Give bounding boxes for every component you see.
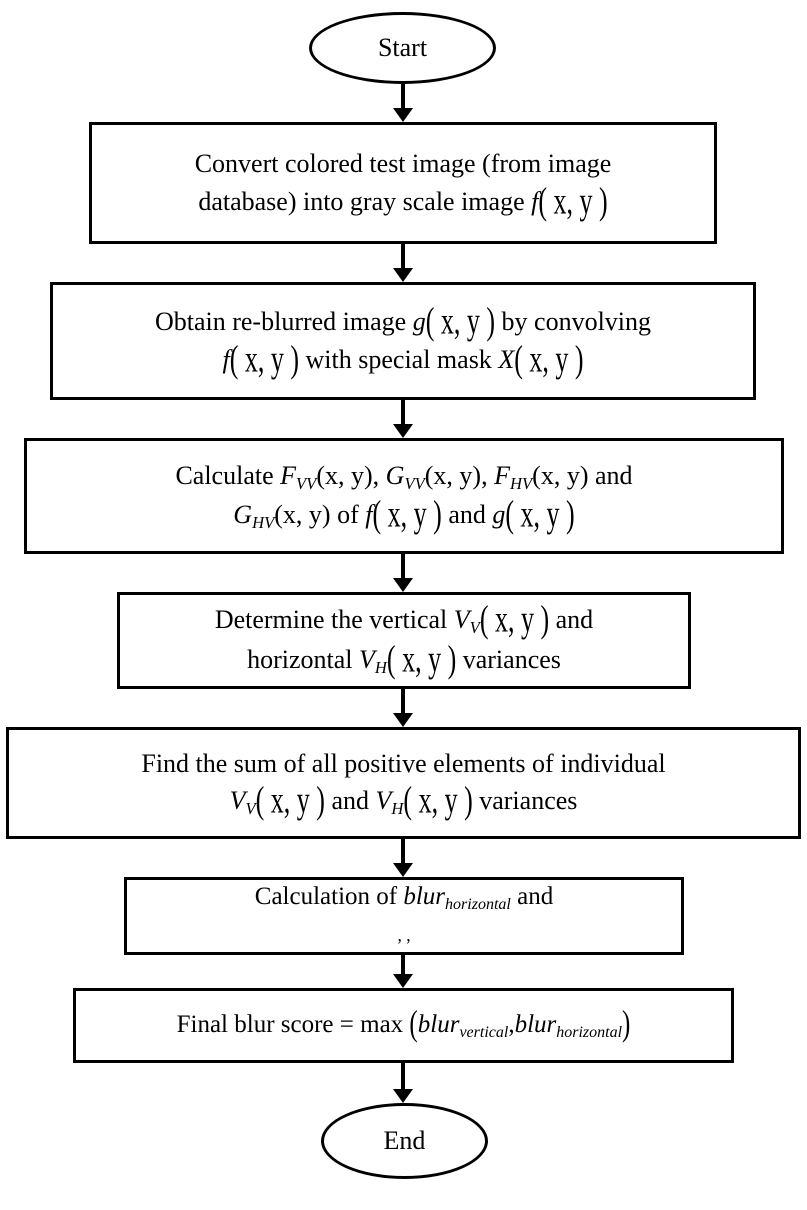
sub-V: V [469,618,480,638]
edge-step4-to-step5 [401,689,405,727]
node-calculate-blur-components [124,877,684,955]
args-xy-2: ( x, y ) [386,637,457,680]
var-G: G [385,460,405,490]
args-xy-6: ( x, y ) [505,493,575,536]
args-xy-3: ( x, y ) [514,338,584,381]
var-V: V [453,605,470,635]
sub-V: V [245,799,256,819]
line-2-marks: , , [397,925,411,946]
var-f: f [222,345,230,374]
sep-comma: , [508,1011,515,1038]
var-F-2: F [494,460,510,490]
line-1: Convert colored test image (from image [194,149,612,179]
var-blur-vertical: blur [417,1011,460,1038]
line-1: Find the sum of all positive elements of individual [141,748,666,778]
line-1-text: Calculation of [254,883,398,911]
node-start-label: Start [377,33,428,63]
sub-HV-2: HV [252,512,275,532]
node-calculate-matrices [24,438,784,554]
line-1-text-2: by convolving [501,307,652,337]
sub-HV: HV [509,473,533,493]
line-1-text: Obtain re-blurred image [154,307,407,337]
node-determine-variances [117,592,691,689]
sub-VV: VV [296,473,317,493]
sub-horizontal: horizontal [445,896,511,914]
line-2-variances: variances [462,644,561,674]
line-1-and: and [594,460,633,490]
node-start [309,12,496,84]
edge-step6-to-step7 [401,955,405,988]
edge-step1-to-step2 [401,244,405,282]
node-sum-positive-elements-label [9,745,798,822]
node-end-label: End [383,1126,426,1156]
node-reblur-image [50,282,756,400]
args-xy-2: ( x, y ) [229,338,300,381]
node-calculate-matrices-label [27,457,781,535]
var-F: F [280,460,297,490]
sub-vertical: vertical [459,1023,509,1041]
args-xy: ( x, y ) [538,180,608,223]
args-xy-3: (x, y) [532,460,589,490]
var-V-2: V [359,644,375,674]
var-g: g [412,307,426,337]
line-1-text: Determine the vertical [214,605,448,635]
var-f: f [365,500,373,529]
line-1-text: Final blur score = max [176,1011,404,1038]
edge-step2-to-step3 [401,400,405,438]
args-xy: ( x, y ) [479,598,550,641]
edge-step7-to-end [401,1063,405,1103]
sub-VV-2: VV [404,473,425,493]
var-blur-horizontal: blur [514,1011,557,1038]
node-reblur-image-label [53,300,753,381]
args-xy-2: (x, y) [424,460,482,490]
line-2-variances: variances [479,786,578,816]
line-2-text: database) into gray scale image [198,187,525,216]
var-G-2: G [233,500,253,529]
line-2-and: and [331,786,369,816]
edge-step5-to-step6 [401,839,405,877]
line-2-text: with special mask [305,345,492,374]
args-xy: ( x, y ) [255,779,325,822]
line-1-text: Calculate [175,460,274,490]
node-sum-positive-elements [6,727,801,839]
sub-H: H [374,657,387,677]
edge-start-to-step1 [401,84,405,122]
line-1-and: and [555,605,594,635]
sep-2: , [481,460,488,490]
sub-H: H [391,799,404,819]
var-blur: blur [403,883,446,911]
var-X: X [498,345,515,374]
args-xy-2: ( x, y ) [403,779,473,822]
var-V: V [229,786,246,816]
args-xy-4: (x, y) [274,500,331,529]
sub-horizontal: horizontal [556,1023,623,1041]
node-final-blur-score-label [76,1004,731,1044]
edge-step3-to-step4 [401,554,405,592]
args-xy: ( x, y ) [425,300,496,343]
line-2-and: and [448,500,486,529]
node-determine-variances-label [120,598,688,680]
var-g: g [492,500,506,529]
args-xy-5: ( x, y ) [372,493,442,536]
line-1-and: and [517,883,554,911]
var-V-2: V [375,786,392,816]
node-calculate-blur-components-label [127,879,681,952]
sep-1: , [372,460,380,490]
node-convert-to-grayscale [89,122,717,244]
var-f: f [531,187,539,216]
node-final-blur-score [73,988,734,1063]
paren-close: ) [622,1004,631,1044]
paren-open: ( [409,1004,418,1044]
node-end [321,1103,488,1179]
line-2-text: horizontal [247,644,353,674]
args-xy: (x, y) [316,460,373,490]
node-convert-to-grayscale-label [92,145,714,223]
line-2-of: of [337,500,359,529]
